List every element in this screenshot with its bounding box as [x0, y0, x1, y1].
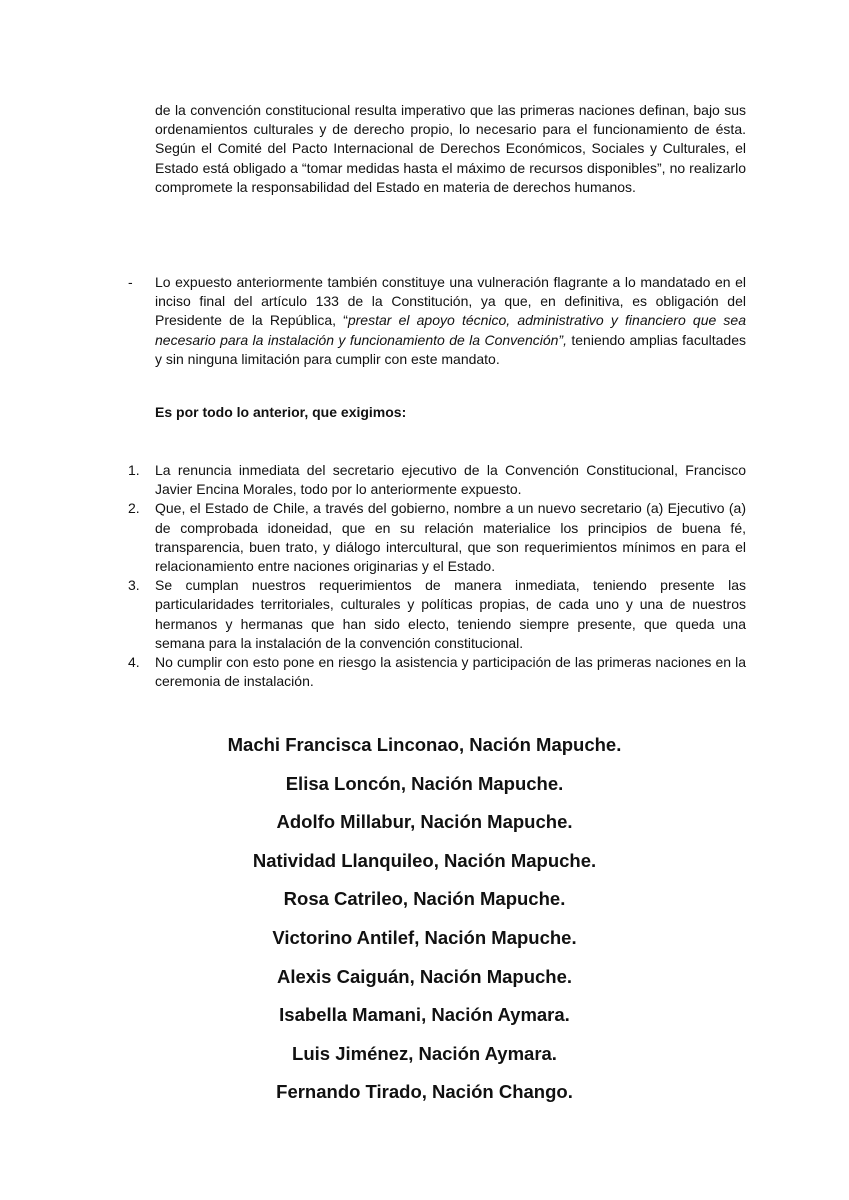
- signature-line: Machi Francisca Linconao, Nación Mapuche.: [227, 734, 622, 755]
- demands-list: [0, 461, 849, 691]
- paragraph-intro-text: de la convención constitucional resulta imperativo que las primeras naciones definan, bajo sus ordenamientos culturales y de derecho propio, lo necesario para el funcionamiento de ésta. Según el Comité del Pacto Internacional de Derechos Económicos, Sociales y Culturales, el Estado está obligado a “tomar medidas hasta el máximo de recursos disponibles”, no realizarlo compromete la responsabilidad del Estado en materia de derechos humanos.: [155, 102, 746, 195]
- signature-line: Luis Jiménez, Nación Aymara.: [292, 1042, 557, 1064]
- demand-number: 2.: [128, 500, 140, 517]
- paragraph-constitution: [155, 273, 746, 369]
- signature-line: Victorino Antilef, Nación Mapuche.: [272, 926, 577, 948]
- signature-line: Rosa Catrileo, Nación Mapuche.: [283, 888, 566, 910]
- demand-item: [0, 499, 849, 576]
- paragraph-constitution-text-a: Lo expuesto anteriormente también constituye una vulneración flagrante a lo mandatado en el inciso final del artículo 133 de la Constitución, ya que, en definitiva, es obligación del Presidente de la República, “: [155, 274, 746, 329]
- signature-line: Fernando Tirado, Nación Chango.: [276, 1081, 573, 1103]
- demand-text: Que, el Estado de Chile, a través del gobierno, nombre a un nuevo secretario (a) Ejecutivo (a) de comprobada idoneidad, que en su relación materialice los principios de buena fé, transparencia, buen trato, y diálogo intercultural, que son requerimientos mínimos en para el relacionamiento entre naciones originarias y el Estado.: [155, 500, 746, 575]
- signature-line: Adolfo Millabur, Nación Mapuche.: [276, 811, 573, 833]
- paragraph-intro: [155, 101, 746, 197]
- demands-heading: Es por todo lo anterior, que exigimos:: [155, 404, 407, 420]
- demand-number: 1.: [128, 462, 140, 478]
- demand-number: 4.: [128, 654, 140, 671]
- bullet-marker: -: [128, 274, 133, 290]
- signature-line: Isabella Mamani, Nación Aymara.: [279, 1004, 570, 1026]
- demand-text: No cumplir con esto pone en riesgo la asistencia y participación de las primeras naciones en la ceremonia de instalación.: [155, 654, 746, 690]
- paragraph-constitution-quote: prestar el apoyo técnico, administrativo y financiero que sea necesario para la instalación y funcionamiento de la Convención”,: [155, 312, 746, 348]
- demand-item: [0, 576, 849, 653]
- demand-item: [0, 461, 849, 499]
- demand-item: [0, 653, 849, 691]
- signatures-list: [0, 726, 849, 1112]
- demand-number: 3.: [128, 577, 140, 594]
- signature-line: Natividad Llanquileo, Nación Mapuche.: [252, 849, 597, 871]
- signature-line: Elisa Loncón, Nación Mapuche.: [285, 772, 564, 794]
- demand-text: Se cumplan nuestros requerimientos de manera inmediata, teniendo presente las particularidades territoriales, culturales y políticas propias, de cada uno y una de nuestros hermanos y hermanas que han sido electo, teniendo siempre presente, que queda una semana para la instalación de la convención constitucional.: [155, 577, 746, 651]
- paragraph-constitution-text-b: teniendo amplias facultades y sin ninguna limitación para cumplir con este mandato.: [155, 331, 746, 367]
- signature-line: Alexis Caiguán, Nación Mapuche.: [276, 965, 573, 987]
- demand-text: La renuncia inmediata del secretario ejecutivo de la Convención Constitucional, Francisco Javier Encina Morales, todo por lo anteriormente expuesto.: [155, 462, 746, 498]
